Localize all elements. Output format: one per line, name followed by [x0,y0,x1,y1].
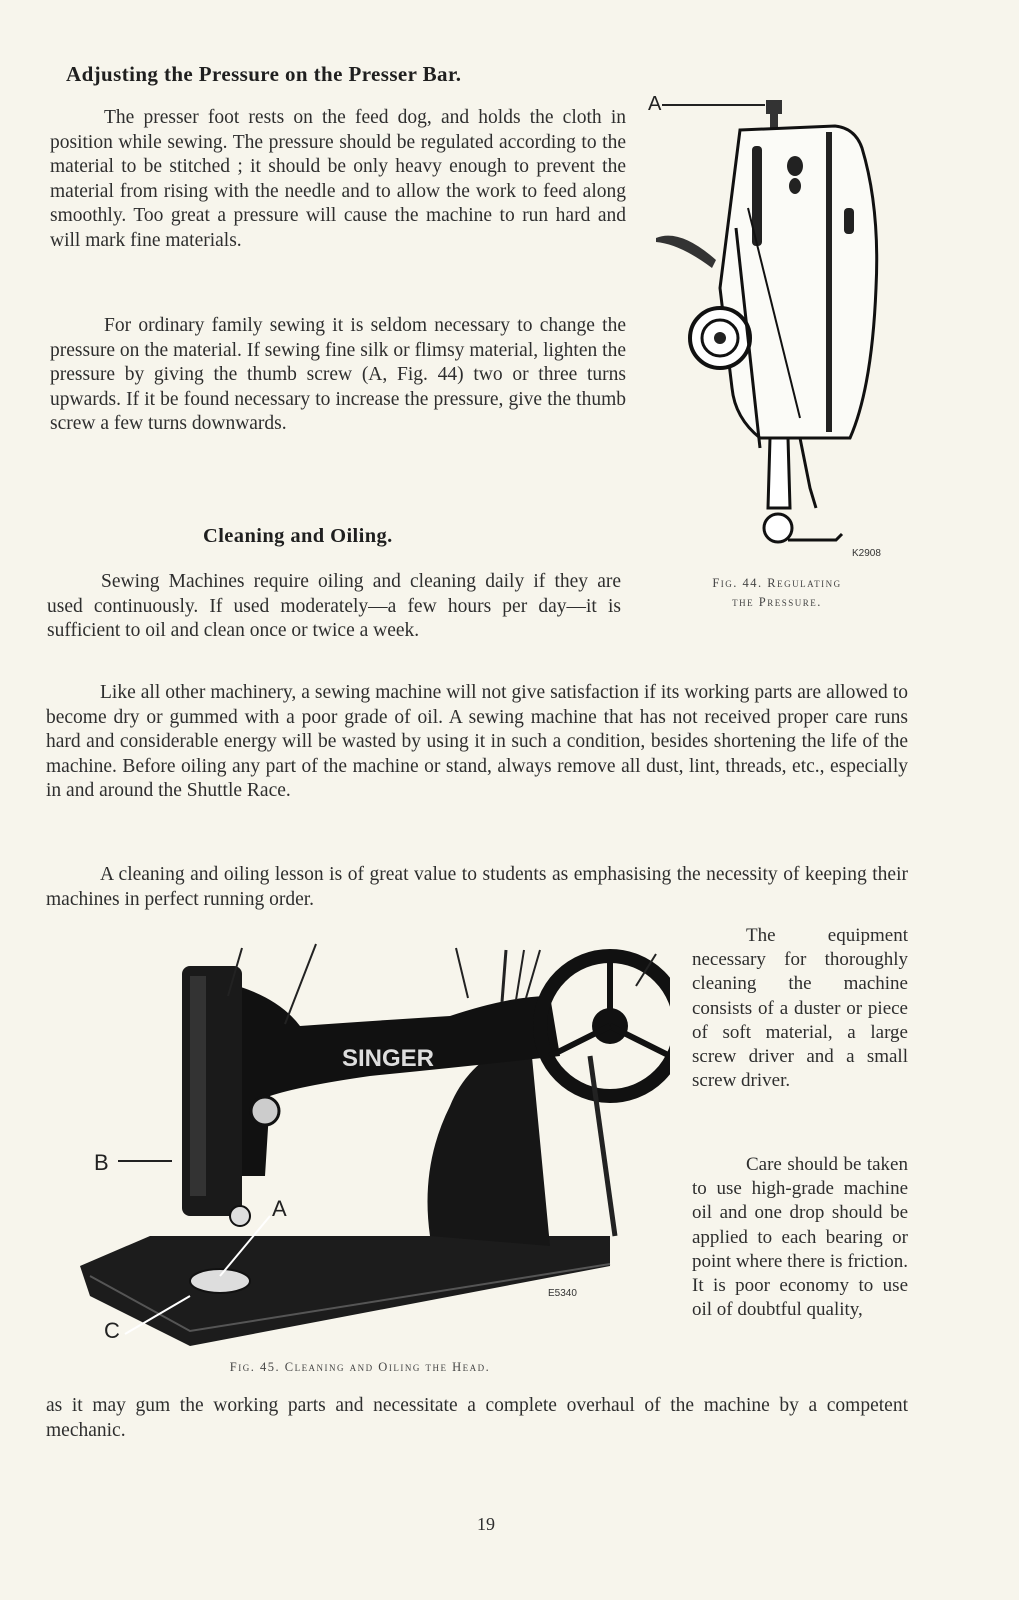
paragraph-oiling-frequency: Sewing Machines require oiling and cleaning daily if they are used continuously. If used moderately—a few hours per day—it is sufficient to oil and clean once or twice a week. [47,571,621,641]
paragraph-machinery-care: Like all other machinery, a sewing machine will not give satisfaction if its working parts are allowed to become dry or gummed with a poor grade of oil. A sewing machine that has not received proper care runs hard and considerable energy will be wasted by using it in such a condition, besides shortening the life of the machine. Before oiling any part of the machine or stand, always remove all dust, lint, threads, etc., especially in and around the Shuttle Race. [46,682,908,801]
fig45-code: E5340 [548,1288,577,1299]
fig44-code: K2908 [852,548,881,559]
fig45-label-c: C [104,1318,120,1343]
fig45-label-a: A [272,1196,287,1221]
paragraph-equipment: The equipment necessary for thoroughly cleaning the machine consists of a duster or piece of soft material, a large screw driver and a small screw driver. [692,925,908,1092]
fig44-label-a: A [648,93,662,115]
figure-44-caption-line1: Fig. 44. Regulating [712,576,842,590]
figure-45-caption: Fig. 45. Cleaning and Oiling the Head. [229,1360,491,1374]
page-number: 19 [477,1514,495,1534]
paragraph-thumb-screw: For ordinary family sewing it is seldom necessary to change the pressure on the material. If sewing fine silk or flimsy material, lighten the pressure by giving the thumb screw (A, Fig. 44) two or three turns upwards. If it be found necessary to increase the pressure, give the thumb screw a few turns downwards. [50,315,626,434]
paragraph-cleaning-lesson: A cleaning and oiling lesson is of great value to students as emphasising the necessity of keeping their machines in perfect running order. [46,864,908,910]
section-heading-pressure: Adjusting the Pressure on the Presser Bar. [66,62,462,86]
fig45-brand: SINGER [342,1045,435,1072]
paragraph-oil-quality: Care should be taken to use high-grade machine oil and one drop should be applied to each bearing or point where there is friction. It is poor economy to use oil of doubtful quality, [692,1154,908,1321]
section-heading-cleaning: Cleaning and Oiling. [203,525,393,547]
paragraph-presser-foot: The presser foot rests on the feed dog, and holds the cloth in position while sewing. The pressure should be regulated according to the material to be stitched ; it should be only heavy enough to prevent the material from rising with the needle and to allow the work to feed along smoothly. Too great a pressure will cause the machine to run hard and will mark fine materials. [50,107,626,251]
paragraph-oil-quality-continued: as it may gum the working parts and necessitate a complete overhaul of the machine by a competent mechanic. [46,1395,908,1441]
fig45-label-b: B [94,1150,109,1175]
figure-44-caption [662,574,892,612]
figure-44-illustration [640,88,910,568]
figure-45-illustration [70,936,670,1356]
figure-44-caption-line2: the Pressure. [732,595,822,609]
